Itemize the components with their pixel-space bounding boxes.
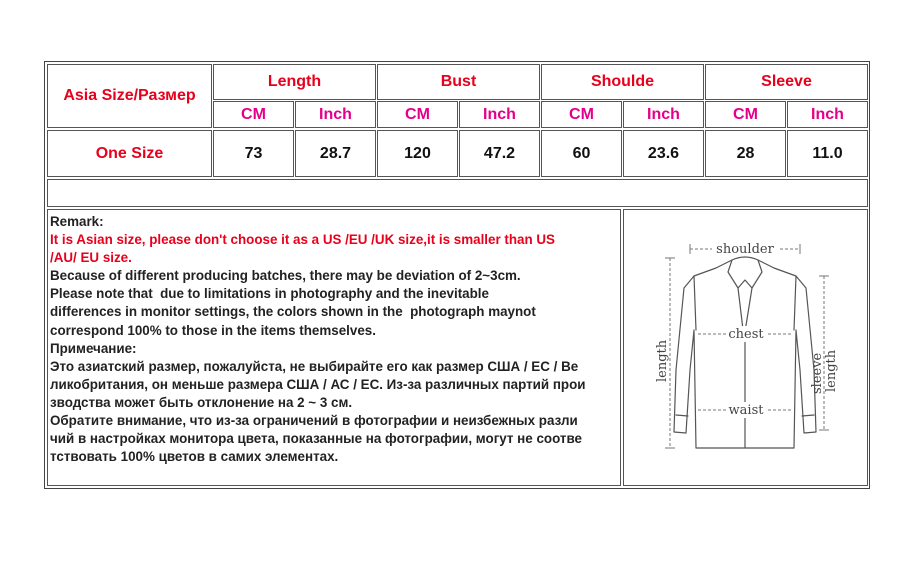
table-cell [541,130,622,177]
remark-warning: /AU/ EU size. [50,250,132,266]
unit-label: Inch [319,105,352,123]
unit-label: Inch [647,105,680,123]
size-column-header [47,64,212,128]
size-value-cell [47,130,212,177]
shirt-diagram [624,210,867,485]
table-cell [787,130,868,177]
remark-line: ликобритания, он меньше размера США / АС / ЕС. Из-за различных партий прои [50,376,586,392]
sleeve-label: Sleeve [761,73,812,90]
unit-header [787,101,868,128]
unit-label: CM [241,105,266,123]
remark-line: Please note that due to limitations in photography and the inevitable [50,286,489,302]
sleeve-header [705,64,868,100]
table-cell [705,130,786,177]
length-label: length [655,339,670,382]
bust-label: Bust [440,73,477,90]
remark-box [47,209,621,486]
cell-value: 23.6 [647,144,680,162]
unit-header [213,101,294,128]
cell-value: 47.2 [483,144,516,162]
chest-label: chest [728,327,764,342]
remark-heading-ru: Примечание: [50,340,137,356]
unit-header [541,101,622,128]
shoulder-header [541,64,704,100]
remark-line: чий в настройках монитора цвета, показанные на фотографии, могут не соотве [50,431,582,447]
remark-line: Это азиатский размер, пожалуйста, не выбирайте его как размер США / ЕС / Ве [50,358,579,374]
length-header [213,64,376,100]
cell-value: 28.7 [319,144,352,162]
remark-line: зводства может быть отклонение на 2 ~ 3 см. [50,394,353,410]
bust-header [377,64,540,100]
remark-line: тствовать 100% цветов в самих элементах. [50,449,339,465]
remark-line: differences in monitor settings, the colors shown in the photograph maynot [50,304,536,320]
remark-heading: Remark: [50,214,104,229]
sleeve-length-label: length [824,349,839,392]
unit-label: CM [733,105,758,123]
unit-label: CM [405,105,430,123]
table-cell [213,130,294,177]
cell-value: 28 [736,144,755,162]
size-value: One Size [95,144,164,162]
table-cell [623,130,704,177]
remark-warning: It is Asian size, please don't choose it as a US /EU /UK size,it is smaller than US [50,232,555,248]
measurement-diagram-box [623,209,868,486]
cell-value: 73 [244,144,263,162]
unit-header [459,101,540,128]
unit-label: Inch [483,105,516,123]
empty-row [47,179,868,207]
sleeve-label: sleeve [810,352,825,394]
cell-value: 60 [572,144,591,162]
table-cell [295,130,376,177]
cell-value: 120 [404,144,431,162]
unit-header [295,101,376,128]
table-cell [377,130,458,177]
remark-line: Because of different producing batches, there may be deviation of 2~3cm. [50,268,521,284]
unit-header [377,101,458,128]
size-column-label: Asia Size/Размер [63,87,196,104]
unit-header [623,101,704,128]
remark-line: Обратите внимание, что из-за ограничений в фотографии и неизбежных разли [50,413,578,429]
shoulder-label: Shoulde [590,73,655,90]
remark-line: correspond 100% to those in the items themselves. [50,322,376,338]
unit-header [705,101,786,128]
cell-value: 11.0 [812,144,843,162]
unit-label: CM [569,105,594,123]
unit-label: Inch [811,105,844,123]
shoulder-label: shoulder [716,242,774,257]
waist-label: waist [728,403,764,418]
table-cell [459,130,540,177]
length-label: Length [267,73,322,90]
